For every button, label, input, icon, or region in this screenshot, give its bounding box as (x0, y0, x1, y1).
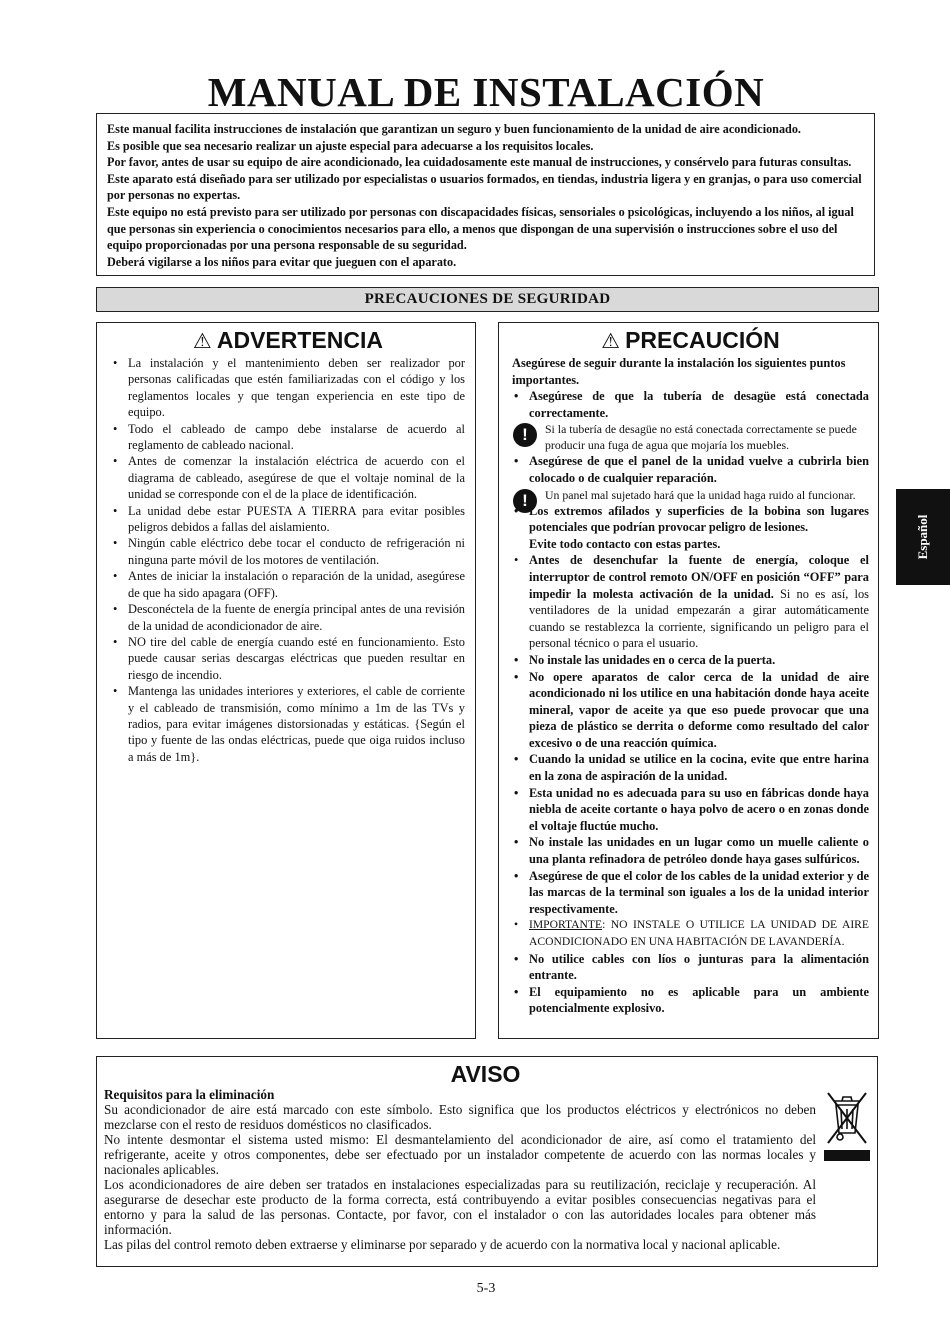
language-tab (896, 489, 950, 585)
caution-item-rest: Si no es así, los ventiladores de la unidad empezarán a girar automáticamente cuando se restablezca la corriente, significando un peligro para el personal técnico o para el usuario. (529, 586, 869, 651)
warning-item: • Antes de comenzar la instalación eléctrica de acuerdo con el diagrama de cableado, asegúrese de que el voltaje nominal de la unidad se corresponde con el de la place de identificación. (111, 453, 465, 502)
warning-item: • La unidad debe estar PUESTA A TIERRA para evitar posibles peligros debidos a fallas del aislamiento. (111, 503, 465, 536)
warning-item: • Mantenga las unidades interiores y exteriores, el cable de corriente y el cableado de transmisión, como mínimo a 1m de las TVs y radios, para evitar imágenes distorsionadas y estáticas. {Según el tipo y fuente de las ondas eléctricas, puede que oiga ruidos incluso a más de 1m}. (111, 683, 465, 765)
warning-list (111, 355, 465, 765)
warning-item: • La instalación y el mantenimiento deben ser realizador por personas calificadas que estén familiarizadas con el código y los reglamentos locales y que tengan experiencia en este tipo de equipo. (111, 355, 465, 421)
caution-item: • Cuando la unidad se utilice en la cocina, evite que entre harina en la zona de aspiración de la unidad. (512, 751, 869, 784)
warning-heading-text: ADVERTENCIA (216, 327, 383, 353)
caution-lead: Asegúrese de seguir durante la instalación los siguientes puntos importantes. (512, 356, 846, 387)
caution-note-text: Si la tubería de desagüe no está conectada correctamente se puede producir una fuga de agua que mojaría los muebles. (545, 422, 857, 453)
caution-item: • No instale las unidades en un lugar como un muelle caliente o una planta refinadora de petróleo donde haya gases sulfúricos. (512, 834, 869, 867)
caution-heading-text: PRECAUCIÓN (625, 327, 780, 353)
caution-note (512, 487, 869, 510)
caution-item: • No utilice cables con líos o junturas para la alimentación entrante. (512, 951, 869, 984)
caution-item: • Esta unidad no es adecuada para su uso en fábricas donde haya niebla de aceite cortante o haya polvo de acero o en zonas donde el voltaje fluctúe mucho. (512, 785, 869, 835)
caution-item-text: Antes de desenchufar la fuente de energía, coloque el interruptor de control remoto ON/OFF en posición “OFF” para impedir la molesta activación de la unidad. (529, 553, 869, 601)
warning-triangle-icon: ⚠ (601, 330, 621, 353)
caution-heading (512, 325, 869, 355)
warning-item: • Todo el cableado de campo debe instalarse de acuerdo al reglamento de cableado nacional. (111, 421, 465, 454)
warning-item: • Ningún cable eléctrico debe tocar el conducto de refrigeración ni ninguna parte móvil de los motores de ventilación. (111, 535, 465, 568)
notice-subheading: Requisitos para la eliminación (104, 1087, 275, 1102)
intro-paragraph: Por favor, antes de usar su equipo de aire acondicionado, lea cuidadosamente este manual de instrucciones, y consérvelo para futuras consultas. (107, 155, 852, 170)
intro-paragraph: Deberá vigilarse a los niños para evitar que jueguen con el aparato. (107, 254, 457, 269)
language-tab-label: Español (915, 514, 930, 560)
caution-item: • No opere aparatos de calor cerca de la unidad de aire acondicionado ni los utilice en una habitación donde haya aceite mineral, vapor de aceite ya que eso puede provocar que una pieza de plástico se derrita o deforme como resultado del calor excesivo o de una reacción química. (512, 669, 869, 752)
page-title: MANUAL DE INSTALACIÓN (207, 69, 765, 115)
caution-item: • Asegúrese de que el color de los cables de la unidad exterior y de las marcas de la terminal son iguales a los de la unidad interior respectivamente. (512, 868, 869, 918)
caution-item: • No instale las unidades en o cerca de la puerta. (512, 652, 869, 669)
exclamation-icon: ! (513, 423, 537, 447)
caution-item: • Asegúrese de que el panel de la unidad vuelve a cubrirla bien colocado o de cualquier reparación. (512, 453, 869, 486)
notice-paragraph: Su acondicionador de aire está marcado con este símbolo. Esto significa que los productos eléctricos y electrónicos no deben mezclarse con el resto de residuos domésticos no clasificados. (104, 1102, 816, 1132)
caution-note-text: Un panel mal sujetado hará que la unidad haga ruido al funcionar. (545, 487, 856, 502)
caution-list (512, 388, 869, 1017)
intro-paragraph: Este aparato está diseñado para ser utilizado por especialistas o usuarios formados, en tiendas, industria ligera y en granjas, o para uso comercial por personas no expertas. (107, 171, 862, 203)
notice-box (96, 1056, 878, 1267)
caution-item (512, 552, 869, 652)
intro-paragraph: Es posible que sea necesario realizar un ajuste especial para adecuarse a los requisitos locales. (107, 138, 594, 153)
caution-note (512, 421, 869, 453)
caution-item: • Asegúrese de que la tubería de desagüe está conectada correctamente. (512, 388, 869, 421)
notice-paragraph: No intente desmontar el sistema usted mismo: El desmantelamiento del acondicionador de aire, así como el tratamiento del refrigerante, aceite y otros componentes, debe ser efectuado por un instalador competente de acuerdo con las normas locales y nacionales aplicables. (104, 1132, 816, 1177)
caution-item (512, 503, 869, 553)
page-number: 5-3 (476, 1281, 496, 1296)
caution-panel (498, 322, 879, 1039)
safety-section-heading: PRECAUCIONES DE SEGURIDAD (96, 287, 879, 312)
intro-paragraph: Este manual facilita instrucciones de instalación que garantizan un seguro y buen funcionamiento de la unidad de aire acondicionado. (107, 122, 801, 136)
important-label: IMPORTANTE (529, 918, 603, 932)
warning-panel (96, 322, 476, 1039)
crossed-out-wheelie-bin-icon (822, 1087, 872, 1162)
important-text: : NO INSTALE O UTILICE LA UNIDAD DE AIRE ACONDICIONADO EN UNA HABITACIÓN DE LAVANDERÍA. (529, 918, 869, 948)
warning-item: • Antes de iniciar la instalación o reparación de la unidad, asegúrese de que ha sido apagara (OFF). (111, 568, 465, 601)
notice-heading: AVISO (450, 1061, 521, 1087)
caution-item-continuation: Evite todo contacto con estas partes. (529, 536, 721, 551)
warning-triangle-icon: ⚠ (193, 330, 212, 353)
exclamation-icon: ! (513, 489, 537, 513)
warning-item: • NO tire del cable de energía cuando esté en funcionamiento. Esto puede causar serias descargas eléctricas que pueden resultar en riesgo de incendio. (111, 634, 465, 683)
warning-heading (111, 325, 465, 355)
intro-box (96, 113, 875, 276)
warning-item: • Desconéctela de la fuente de energía principal antes de una revisión de la unidad de acondicionador de aire. (111, 601, 465, 634)
caution-item (512, 917, 869, 950)
caution-item: • El equipamiento no es aplicable para un ambiente potencialmente explosivo. (512, 984, 869, 1017)
notice-paragraph: Los acondicionadores de aire deben ser tratados en instalaciones especializadas para su reutilización, reciclaje y recuperación. Al asegurarse de desechar este producto de la forma correcta, está contribuyendo a evitar posibles consecuencias negativas para el entorno y para la salud de las personas. Contacte, por favor, con el instalador o con las autoridades locales para obtener más información. (104, 1177, 816, 1237)
notice-text (104, 1087, 816, 1252)
caution-item-text: Los extremos afilados y superficies de la bobina son lugares potenciales que podrían provocar peligro de lesiones. (529, 503, 869, 535)
notice-paragraph: Las pilas del control remoto deben extraerse y eliminarse por separado y de acuerdo con la normativa local y nacional aplicable. (104, 1237, 781, 1252)
intro-paragraph: Este equipo no está previsto para ser utilizado por personas con discapacidades físicas, sensoriales o psicológicas, incluyendo a los niños, al igual que personas sin experiencia o conocimientos necesarios para ello, a menos que dispongan de una supervisión o instrucciones sobre el uso del equipo proporcionadas por una persona responsable de su seguridad. (107, 204, 854, 253)
